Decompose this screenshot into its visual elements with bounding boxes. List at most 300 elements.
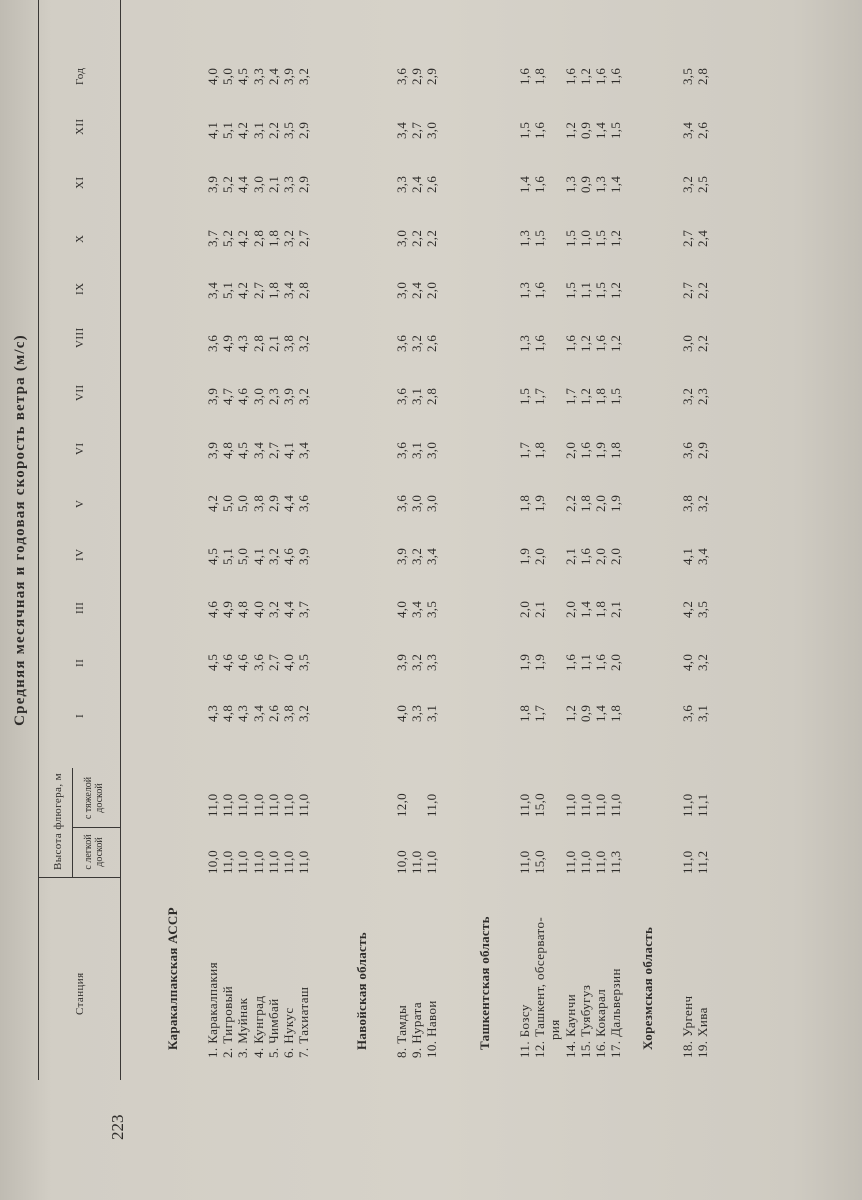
wind-speed-cell: 1,0 [577,229,593,247]
header-month-10: X [74,234,86,243]
wind-speed-cell: 3,3 [409,704,425,722]
station-name: 15. Туябугуз [577,984,593,1058]
wind-speed-cell: 2,0 [593,494,608,512]
light-board-height: 11,0 [220,850,236,874]
station-name: 19. Хива [695,1007,711,1058]
station-name: 18. Ургенч [680,995,695,1058]
wind-speed-cell: 4,2 [235,281,251,299]
wind-speed-cell: 2,9 [296,121,312,139]
wind-speed-cell: 3,2 [409,334,425,352]
wind-speed-cell: 3,0 [394,229,409,247]
wind-speed-cell: 1,1 [577,281,593,299]
wind-speed-cell: 3,1 [250,121,266,139]
heavy-board-height: 11,0 [235,793,251,817]
wind-speed-cell: 5,1 [220,547,236,565]
wind-speed-cell: 3,0 [409,494,425,512]
light-board-height: 11,0 [296,850,312,874]
station-name: 17. Дальверзин [608,968,624,1058]
wind-speed-cell: 4,8 [220,704,236,722]
annual-wind-speed: 3,9 [281,67,296,85]
wind-speed-cell: 2,9 [695,441,711,459]
wind-speed-cell: 2,2 [695,334,711,352]
header-month-6: VI [74,442,86,455]
wind-speed-cell: 1,5 [608,121,624,139]
header-month-9: IX [74,282,86,295]
annual-wind-speed: 2,8 [695,67,711,85]
wind-speed-cell: 3,4 [281,281,296,299]
wind-speed-cell: 3,4 [250,441,266,459]
heavy-board-height: 11,0 [265,793,281,817]
wind-speed-cell: 4,0 [680,653,695,671]
wind-speed-cell: 1,8 [265,281,281,299]
wind-speed-cell: 1,3 [593,175,608,193]
header-vane-height: Высота флюгера, м [52,773,64,870]
wind-speed-cell: 2,7 [296,229,312,247]
region-title: Хорезмская область [640,926,655,1050]
wind-speed-cell: 3,9 [281,387,296,405]
wind-speed-cell: 2,4 [409,281,425,299]
wind-speed-cell: 2,4 [695,229,711,247]
light-board-height: 11,0 [281,850,296,874]
wind-speed-cell: 1,3 [562,175,578,193]
header-month-2: II [74,658,86,667]
wind-speed-cell: 4,2 [235,229,251,247]
wind-speed-cell: 0,9 [577,121,593,139]
heavy-board-height: 11,0 [281,793,296,817]
annual-wind-speed: 2,9 [424,67,440,85]
annual-wind-speed: 3,6 [394,67,409,85]
wind-speed-cell: 4,4 [281,600,296,618]
wind-speed-cell: 1,9 [517,547,532,565]
wind-speed-cell: 5,1 [220,121,236,139]
wind-speed-cell: 1,8 [517,494,532,512]
heavy-board-height: 12,0 [394,793,409,817]
wind-speed-cell: 5,0 [220,494,236,512]
wind-speed-cell: 2,3 [265,387,281,405]
annual-wind-speed: 4,5 [235,67,251,85]
wind-speed-cell: 3,8 [680,494,695,512]
wind-speed-cell: 3,5 [296,653,312,671]
wind-speed-cell: 2,9 [265,494,281,512]
wind-speed-cell: 1,5 [593,229,608,247]
wind-speed-cell: 1,8 [608,441,624,459]
wind-speed-cell: 1,4 [577,600,593,618]
wind-speed-cell: 2,9 [296,175,312,193]
station-name: 9. Нурата [409,1001,425,1058]
wind-speed-cell: 2,6 [424,175,440,193]
wind-speed-cell: 1,6 [593,334,608,352]
heavy-board-height: 11,1 [695,793,711,817]
region-title: Ташкентская область [477,916,492,1050]
header-month-12: XII [74,118,86,135]
wind-speed-cell: 4,4 [235,175,251,193]
heavy-board-height: 11,0 [562,793,578,817]
light-board-height: 15,0 [532,850,548,874]
wind-speed-cell: 3,6 [394,387,409,405]
wind-speed-cell: 2,4 [409,175,425,193]
wind-speed-cell: 3,2 [281,229,296,247]
wind-speed-cell: 2,3 [695,387,711,405]
wind-speed-cell: 1,4 [608,175,624,193]
wind-speed-cell: 3,9 [296,547,312,565]
wind-speed-cell: 2,6 [424,334,440,352]
wind-speed-cell: 2,2 [409,229,425,247]
wind-speed-cell: 3,0 [394,281,409,299]
wind-speed-cell: 3,0 [424,121,440,139]
wind-speed-cell: 2,7 [265,441,281,459]
wind-speed-cell: 1,5 [608,387,624,405]
wind-speed-cell: 4,1 [680,547,695,565]
wind-speed-cell: 1,2 [608,281,624,299]
wind-speed-cell: 3,2 [409,547,425,565]
wind-speed-cell: 3,2 [296,334,312,352]
wind-speed-cell: 3,9 [394,547,409,565]
wind-speed-cell: 4,9 [220,600,236,618]
wind-speed-cell: 3,2 [296,387,312,405]
wind-speed-cell: 3,9 [205,175,220,193]
wind-speed-cell: 1,9 [517,653,532,671]
wind-speed-cell: 1,3 [517,334,532,352]
wind-speed-cell: 1,1 [577,653,593,671]
wind-speed-cell: 5,1 [220,281,236,299]
wind-speed-cell: 3,1 [424,704,440,722]
wind-speed-cell: 3,6 [680,441,695,459]
heavy-board-height: 11,0 [680,793,695,817]
wind-speed-cell: 2,2 [265,121,281,139]
station-name-continuation: рия [547,1019,563,1040]
wind-speed-cell: 3,3 [394,175,409,193]
wind-speed-cell: 4,1 [250,547,266,565]
light-board-height: 10,0 [205,850,220,874]
light-board-height: 11,0 [265,850,281,874]
header-month-11: XI [74,176,86,189]
wind-speed-cell: 2,8 [296,281,312,299]
wind-speed-cell: 3,8 [250,494,266,512]
wind-speed-cell: 1,7 [517,441,532,459]
wind-speed-cell: 3,0 [250,175,266,193]
wind-speed-cell: 4,0 [394,600,409,618]
header-heavy-board: с тяжелой доской [83,776,105,820]
station-name: 6. Нукус [281,1007,296,1058]
wind-speed-cell: 1,5 [532,229,548,247]
wind-speed-cell: 2,1 [562,547,578,565]
wind-speed-cell: 1,9 [593,441,608,459]
wind-speed-cell: 4,5 [205,547,220,565]
wind-speed-cell: 1,8 [593,600,608,618]
station-name: 8. Тамды [394,1004,409,1058]
wind-speed-cell: 3,9 [394,653,409,671]
wind-speed-cell: 2,0 [562,600,578,618]
wind-speed-cell: 4,2 [235,121,251,139]
wind-speed-cell: 2,7 [265,653,281,671]
annual-wind-speed: 1,2 [577,67,593,85]
wind-speed-cell: 5,2 [220,175,236,193]
wind-speed-cell: 5,2 [220,229,236,247]
table-title: Средняя месячная и годовая скорость ветра (м/с) [12,334,28,726]
annual-wind-speed: 5,0 [220,67,236,85]
wind-speed-cell: 3,1 [409,441,425,459]
light-board-height: 11,0 [593,850,608,874]
wind-speed-cell: 3,0 [424,441,440,459]
wind-speed-cell: 1,5 [517,387,532,405]
wind-speed-cell: 3,5 [281,121,296,139]
wind-speed-cell: 3,4 [409,600,425,618]
heavy-board-height: 11,0 [205,793,220,817]
wind-speed-cell: 4,2 [680,600,695,618]
wind-speed-cell: 4,9 [220,334,236,352]
wind-speed-cell: 2,8 [250,334,266,352]
wind-speed-cell: 3,4 [296,441,312,459]
heavy-board-height: 11,0 [296,793,312,817]
station-name: 2. Тигровый [220,985,236,1058]
light-board-height: 11,0 [577,850,593,874]
station-name: 4. Кунград [250,995,266,1058]
header-year: Год [74,67,86,85]
header-month-3: III [74,601,86,614]
wind-speed-cell: 3,7 [296,600,312,618]
heavy-board-height: 15,0 [532,793,548,817]
wind-speed-cell: 3,4 [394,121,409,139]
wind-speed-cell: 2,1 [265,334,281,352]
wind-speed-cell: 1,9 [532,494,548,512]
wind-speed-cell: 4,6 [281,547,296,565]
wind-speed-cell: 3,5 [695,600,711,618]
wind-speed-cell: 1,2 [562,121,578,139]
heavy-board-height: 11,0 [608,793,624,817]
wind-speed-cell: 1,2 [608,229,624,247]
wind-speed-cell: 3,9 [205,441,220,459]
wind-speed-cell: 3,6 [296,494,312,512]
annual-wind-speed: 4,0 [205,67,220,85]
wind-speed-cell: 3,2 [695,494,711,512]
wind-speed-cell: 3,0 [424,494,440,512]
wind-speed-cell: 2,8 [250,229,266,247]
header-month-5: V [74,499,86,508]
wind-speed-cell: 3,4 [680,121,695,139]
wind-speed-cell: 2,2 [695,281,711,299]
station-name: 12. Ташкент, обсервато- [532,916,548,1058]
light-board-height: 11,0 [235,850,251,874]
wind-speed-cell: 5,0 [235,547,251,565]
annual-wind-speed: 1,6 [562,67,578,85]
annual-wind-speed: 3,5 [680,67,695,85]
wind-speed-cell: 3,2 [296,704,312,722]
header-station: Станция [74,972,86,1015]
annual-wind-speed: 2,4 [265,67,281,85]
station-name: 14. Каунчи [562,993,578,1058]
light-board-height: 11,0 [680,850,695,874]
wind-speed-cell: 1,7 [562,387,578,405]
wind-speed-cell: 2,0 [532,547,548,565]
wind-speed-cell: 1,2 [577,387,593,405]
wind-speed-cell: 1,3 [517,281,532,299]
wind-speed-cell: 3,6 [680,704,695,722]
header-month-7: VII [74,384,86,401]
wind-speed-cell: 2,5 [695,175,711,193]
wind-speed-cell: 1,8 [265,229,281,247]
light-board-height: 11,0 [562,850,578,874]
wind-speed-cell: 3,4 [250,704,266,722]
wind-speed-cell: 3,2 [265,600,281,618]
light-board-height: 11,3 [608,850,624,874]
wind-speed-cell: 2,0 [517,600,532,618]
wind-speed-cell: 4,8 [220,441,236,459]
station-column-divider [38,877,120,878]
wind-speed-cell: 1,6 [532,334,548,352]
wind-speed-cell: 2,7 [680,281,695,299]
wind-speed-cell: 2,7 [409,121,425,139]
region-title: Навойская область [354,932,369,1050]
wind-speed-cell: 3,6 [394,441,409,459]
wind-speed-cell: 1,3 [517,229,532,247]
wind-speed-cell: 3,6 [394,334,409,352]
wind-speed-cell: 1,2 [608,334,624,352]
heavy-board-height: 11,0 [517,793,532,817]
light-board-height: 11,0 [409,850,425,874]
wind-speed-cell: 0,9 [577,704,593,722]
wind-speed-cell: 3,8 [281,334,296,352]
wind-speed-cell: 1,6 [562,334,578,352]
annual-wind-speed: 1,6 [608,67,624,85]
wind-speed-cell: 4,7 [220,387,236,405]
header-month-4: IV [74,548,86,561]
wind-speed-cell: 2,0 [608,653,624,671]
wind-speed-cell: 4,0 [281,653,296,671]
wind-speed-cell: 1,8 [532,441,548,459]
heavy-board-height: 11,0 [250,793,266,817]
wind-speed-cell: 1,6 [562,653,578,671]
wind-speed-cell: 4,4 [281,494,296,512]
wind-speed-cell: 4,6 [220,653,236,671]
header-month-8: VIII [74,327,86,348]
page-number: 223 [108,1114,127,1140]
heavy-board-height: 11,0 [424,793,440,817]
wind-speed-cell: 1,9 [532,653,548,671]
wind-speed-cell: 0,9 [577,175,593,193]
wind-speed-cell: 1,2 [562,704,578,722]
wind-speed-cell: 1,8 [593,387,608,405]
light-board-height: 11,0 [424,850,440,874]
wind-speed-cell: 4,6 [205,600,220,618]
station-name: 1. Каракалпакия [205,961,220,1058]
wind-speed-cell: 4,0 [394,704,409,722]
wind-speed-cell: 1,8 [517,704,532,722]
wind-speed-cell: 4,2 [205,494,220,512]
wind-speed-cell: 3,5 [424,600,440,618]
wind-speed-cell: 1,9 [608,494,624,512]
wind-speed-cell: 1,8 [608,704,624,722]
wind-speed-cell: 1,6 [577,547,593,565]
wind-speed-cell: 4,3 [235,334,251,352]
station-name: 7. Тахиаташ [296,986,312,1058]
wind-speed-cell: 3,2 [265,547,281,565]
wind-speed-cell: 1,5 [562,229,578,247]
wind-speed-cell: 2,0 [608,547,624,565]
annual-wind-speed: 3,2 [296,67,312,85]
wind-speed-cell: 3,6 [394,494,409,512]
wind-speed-cell: 1,5 [593,281,608,299]
wind-speed-cell: 2,1 [608,600,624,618]
wind-speed-cell: 1,8 [577,494,593,512]
wind-speed-cell: 4,1 [205,121,220,139]
wind-speed-cell: 1,5 [562,281,578,299]
wind-speed-cell: 1,2 [577,334,593,352]
wind-speed-cell: 1,6 [577,441,593,459]
wind-speed-cell: 3,1 [695,704,711,722]
wind-speed-cell: 3,1 [409,387,425,405]
wind-speed-cell: 3,3 [281,175,296,193]
wind-speed-cell: 2,0 [562,441,578,459]
wind-speed-cell: 2,6 [695,121,711,139]
wind-speed-cell: 2,8 [424,387,440,405]
wind-speed-cell: 3,4 [205,281,220,299]
wind-speed-cell: 4,6 [235,387,251,405]
wind-speed-cell: 2,0 [593,547,608,565]
wind-speed-cell: 1,4 [517,175,532,193]
wind-speed-cell: 1,4 [593,121,608,139]
header-bottom-rule [120,0,121,1080]
wind-speed-cell: 3,9 [205,387,220,405]
wind-speed-cell: 3,2 [680,175,695,193]
wind-speed-cell: 5,0 [235,494,251,512]
wind-speed-cell: 4,3 [235,704,251,722]
wind-speed-cell: 3,0 [680,334,695,352]
vane-height-underline [72,768,73,878]
heavy-board-height: 11,0 [220,793,236,817]
annual-wind-speed: 3,3 [250,67,266,85]
station-name: 5. Чимбай [265,998,281,1058]
header-top-rule [38,0,39,1080]
wind-speed-cell: 4,8 [235,600,251,618]
wind-speed-cell: 3,0 [250,387,266,405]
annual-wind-speed: 1,6 [593,67,608,85]
wind-speed-cell: 1,6 [532,281,548,299]
annual-wind-speed: 1,6 [517,67,532,85]
wind-speed-cell: 3,8 [281,704,296,722]
heavy-board-height: 11,0 [577,793,593,817]
wind-speed-cell: 2,7 [250,281,266,299]
wind-speed-cell: 2,2 [562,494,578,512]
light-board-height: 11,0 [250,850,266,874]
header-light-board: с легкой доской [83,834,105,870]
wind-speed-cell: 4,1 [281,441,296,459]
wind-speed-cell: 3,3 [424,653,440,671]
wind-speed-cell: 4,5 [235,441,251,459]
light-board-height: 11,0 [517,850,532,874]
wind-speed-cell: 1,6 [532,175,548,193]
wind-speed-cell: 1,4 [593,704,608,722]
station-name: 10. Навои [424,1000,440,1058]
wind-speed-cell: 1,6 [532,121,548,139]
wind-speed-cell: 2,2 [424,229,440,247]
wind-speed-cell: 1,7 [532,704,548,722]
light-board-height: 10,0 [394,850,409,874]
wind-speed-cell: 3,6 [250,653,266,671]
heavy-board-height: 11,0 [593,793,608,817]
wind-speed-cell: 3,4 [695,547,711,565]
station-name: 3. Муйнак [235,997,251,1058]
light-board-height: 11,2 [695,850,711,874]
wind-speed-cell: 1,7 [532,387,548,405]
station-name: 16. Кокарал [593,988,608,1058]
wind-speed-cell: 4,3 [205,704,220,722]
wind-speed-cell: 1,5 [517,121,532,139]
wind-speed-cell: 4,0 [250,600,266,618]
wind-speed-cell: 3,2 [695,653,711,671]
wind-speed-cell: 2,1 [265,175,281,193]
wind-speed-cell: 3,6 [205,334,220,352]
wind-speed-cell: 2,1 [532,600,548,618]
